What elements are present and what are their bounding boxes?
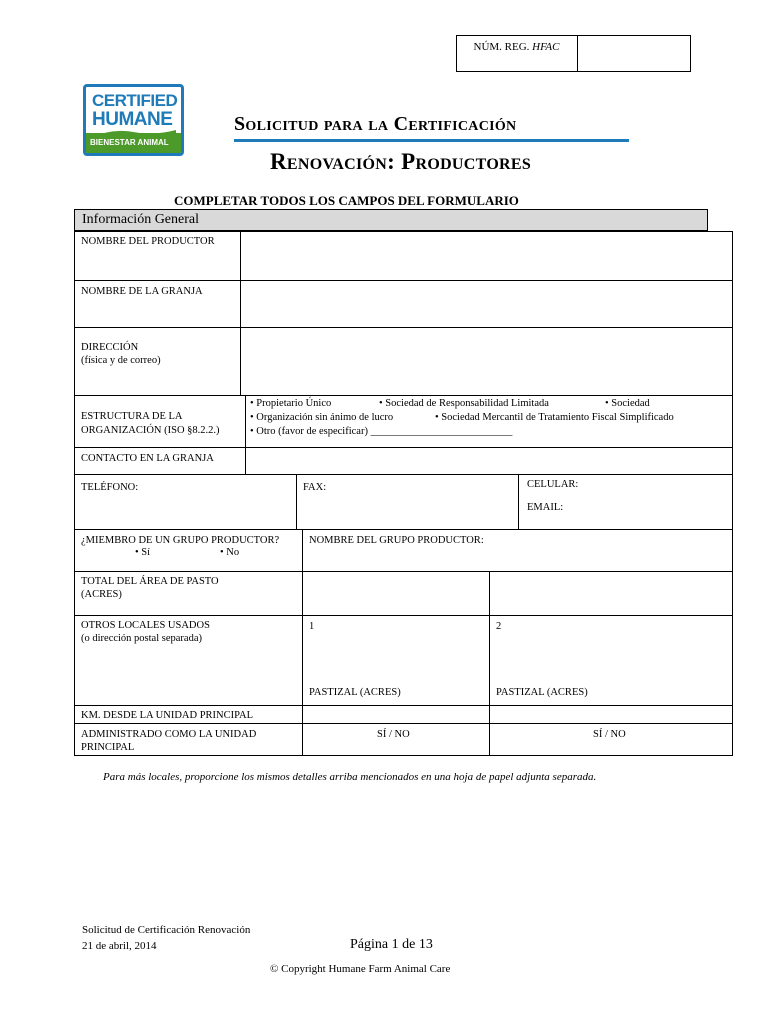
fax-label: FAX: <box>303 482 327 493</box>
logo-band: BIENESTAR ANIMAL <box>86 133 181 153</box>
farm-contact-label: CONTACTO EN LA GRANJA <box>81 453 214 464</box>
copyright: © Copyright Humane Farm Animal Care <box>270 963 451 975</box>
footer-doc-title: Solicitud de Certificación Renovación <box>82 924 251 936</box>
form-instruction: COMPLETAR TODOS LOS CAMPOS DEL FORMULARIO <box>174 193 519 208</box>
farm-name-field[interactable] <box>240 280 733 328</box>
option-llc[interactable]: • Sociedad de Responsabilidad Limitada <box>379 398 549 409</box>
pasture-total-label: TOTAL DEL ÁREA DE PASTO <box>81 576 219 587</box>
logo-line2: HUMANE <box>92 109 173 130</box>
pasture-total-field-1[interactable] <box>302 571 490 616</box>
phone-label: TELÉFONO: <box>81 482 139 493</box>
farm-contact-field[interactable] <box>245 447 733 475</box>
structure-label: ESTRUCTURA DE LA <box>81 411 183 422</box>
registration-number-label <box>456 35 578 72</box>
km-field-2[interactable] <box>489 705 733 724</box>
managed-yes-no-1[interactable]: SÍ / NO <box>377 729 410 740</box>
site-1-number: 1 <box>309 621 315 632</box>
pasture-total-field-2[interactable] <box>489 571 733 616</box>
km-field-1[interactable] <box>302 705 490 724</box>
additional-sites-note: Para más locales, proporcione los mismos detalles arriba mencionados en una hoja de papel adjunta separada. <box>103 771 597 783</box>
fax-field[interactable] <box>296 474 519 530</box>
site-2-pasture-label: PASTIZAL (ACRES) <box>496 687 588 698</box>
logo-line1: CERTIFIED <box>92 91 178 110</box>
group-member-yes[interactable]: • Sí <box>135 547 151 558</box>
managed-yes-no-2[interactable]: SÍ / NO <box>593 729 626 740</box>
group-member-no[interactable]: • No <box>220 547 240 558</box>
section-general-info: Información General <box>74 209 708 231</box>
address-sublabel: (física y de correo) <box>81 355 161 366</box>
producer-name-field[interactable] <box>240 231 733 281</box>
reg-label-text: NÚM. REG. <box>473 41 533 53</box>
group-member-label: ¿MIEMBRO DE UN GRUPO PRODUCTOR? <box>81 535 280 546</box>
group-name-label: NOMBRE DEL GRUPO PRODUCTOR: <box>309 535 484 546</box>
cell-label: CELULAR: <box>527 479 579 490</box>
registration-number-field[interactable] <box>579 36 689 71</box>
option-sole-proprietor[interactable]: • Propietario Único <box>250 398 332 409</box>
managed-sublabel: PRINCIPAL <box>81 742 135 753</box>
other-sites-sublabel: (o dirección postal separada) <box>81 633 202 644</box>
address-label: DIRECCIÓN <box>81 342 139 353</box>
other-sites-label: OTROS LOCALES USADOS <box>81 620 210 631</box>
footer-date: 21 de abril, 2014 <box>82 940 157 952</box>
site-2-number: 2 <box>496 621 502 632</box>
farm-name-label: NOMBRE DE LA GRANJA <box>81 286 203 297</box>
address-field[interactable] <box>240 327 733 396</box>
producer-name-label: NOMBRE DEL PRODUCTOR <box>81 236 215 247</box>
site-1-pasture-label: PASTIZAL (ACRES) <box>309 687 401 698</box>
option-other[interactable]: • Otro (favor de especificar) ___________________________ <box>250 426 513 437</box>
email-label: EMAIL: <box>527 502 564 513</box>
certified-humane-logo <box>81 82 186 158</box>
option-partnership[interactable]: • Sociedad <box>605 398 650 409</box>
page-number: Página 1 de 13 <box>350 937 433 952</box>
title-rule <box>234 139 629 142</box>
form-title: Solicitud para la Certificación <box>234 113 517 135</box>
form-subtitle: Renovación: Productores <box>270 149 532 174</box>
pasture-total-unit: (ACRES) <box>81 589 122 600</box>
reg-label-suffix: HFAC <box>532 41 560 53</box>
km-label: KM. DESDE LA UNIDAD PRINCIPAL <box>81 710 253 721</box>
structure-sublabel: ORGANIZACIÓN (ISO §8.2.2.) <box>81 425 220 436</box>
managed-label: ADMINISTRADO COMO LA UNIDAD <box>81 729 257 740</box>
footer-document-info <box>82 922 250 954</box>
option-nonprofit[interactable]: • Organización sin ánimo de lucro <box>250 412 394 423</box>
option-s-corp[interactable]: • Sociedad Mercantil de Tratamiento Fiscal Simplificado <box>435 412 674 423</box>
